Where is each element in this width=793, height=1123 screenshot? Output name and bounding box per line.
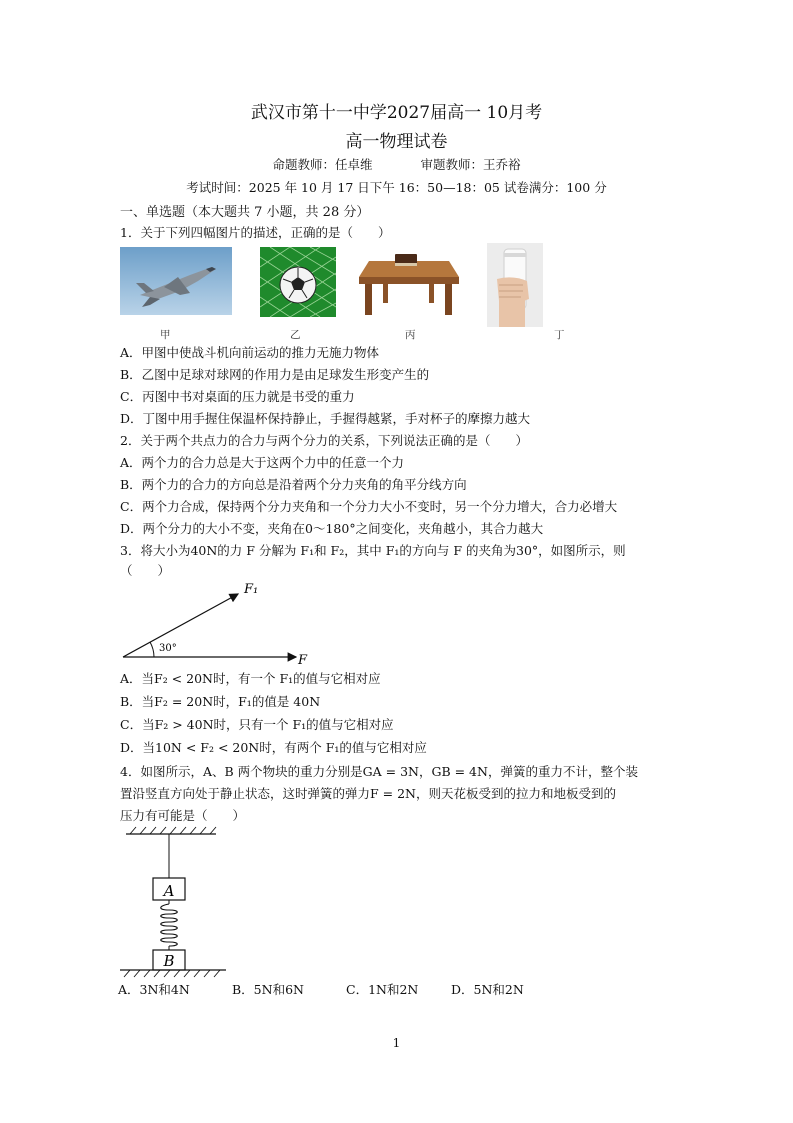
exam-title: 武汉市第十一中学2027届高一 10月考 [250,103,543,123]
fighter-jet-image [120,247,232,315]
spring-blocks-diagram [118,826,230,978]
soccer-ball-net-image [260,247,336,317]
q4-option-b: B．5N和6N [232,982,304,997]
exam-subtitle: 高一物理试卷 [345,132,448,152]
author-line [0,155,793,173]
caption-bing: 丙 [405,329,416,341]
f1-label: F₁ [244,582,259,597]
q1-option-d: D．丁图中用手握住保温杯保持静止，手握得越紧，手对杯子的摩擦力越大 [120,411,531,426]
q4-stem-line3: 压力有可能是（ ） [120,808,246,823]
block-a-label: A [163,882,175,900]
q2-option-b: B．两个力的合力的方向总是沿着两个分力夹角的角平分线方向 [120,477,467,492]
caption-yi: 乙 [290,329,301,341]
thermos-cup-image [487,243,543,327]
q2-option-c: C．两个力合成，保持两个分力夹角和一个分力大小不变时，另一个分力增大，合力必增大 [120,499,618,514]
q4-stem-line1: 4．如图所示，A、B 两个物块的重力分别是GA = 3N，GB = 4N，弹簧的重力不计，整个装 [120,764,638,779]
q3-option-b: B．当F₂ = 20N时，F₁的值是 40N [120,694,321,709]
q1-option-a: A．甲图中使战斗机向前运动的推力无施力物体 [120,345,380,360]
q3-option-c: C．当F₂ > 40N时，只有一个 F₁的值与它相对应 [120,717,394,732]
caption-ding: 丁 [554,329,565,341]
q3-stem: 3．将大小为40N的力 F 分解为 F₁和 F₂，其中 F₁的方向与 F 的夹角为30°，如图所示，则 [120,543,626,558]
q1-option-b: B．乙图中足球对球网的作用力是由足球发生形变产生的 [120,367,430,382]
q4-option-d: D．5N和2N [451,982,524,997]
floor [120,970,226,977]
force-decomposition-diagram [118,580,328,666]
q4-stem-line2: 置沿竖直方向处于静止状态，这时弹簧的弹力F = 2N，则天花板受到的拉力和地板受到的 [120,786,616,801]
q4-option-a: A．3N和4N [118,982,190,997]
q3-option-d: D．当10N < F₂ < 20N时，有两个 F₁的值与它相对应 [120,740,427,755]
q3-stem-blank: （ ） [120,563,171,578]
f-label: F [298,653,308,666]
spring [161,904,178,946]
ceiling [126,827,216,834]
author-right: 审题教师：王乔裕 [420,157,521,172]
section-title: 一、单选题（本大题共 7 小题，共 28 分） [120,205,370,220]
q2-option-a: A．两个力的合力总是大于这两个力中的任意一个力 [120,455,405,470]
force-f1-arrow [123,594,238,657]
book-on-table-image [357,251,461,315]
page-number: 1 [392,1036,401,1050]
q4-option-c: C．1N和2N [346,982,419,997]
q2-option-d: D．两个分力的大小不变，夹角在0～180°之间变化，夹角越小，其合力越大 [120,521,544,536]
block-b-label: B [163,952,175,970]
caption-jia: 甲 [160,329,171,341]
q1-stem: 1．关于下列四幅图片的描述，正确的是（ ） [120,225,391,240]
exam-info: 考试时间：2025 年 10 月 17 日下午 16：50—18：05 试卷满分：100 分 [186,180,607,195]
q3-option-a: A．当F₂ < 20N时，有一个 F₁的值与它相对应 [120,671,381,686]
angle-label: 30° [159,643,177,654]
angle-arc [150,642,154,657]
q2-stem: 2．关于两个共点力的合力与两个分力的关系，下列说法正确的是（ ） [120,433,528,448]
author-left: 命题教师：任卓维 [272,157,373,172]
q1-option-c: C．丙图中书对桌面的压力就是书受的重力 [120,389,355,404]
